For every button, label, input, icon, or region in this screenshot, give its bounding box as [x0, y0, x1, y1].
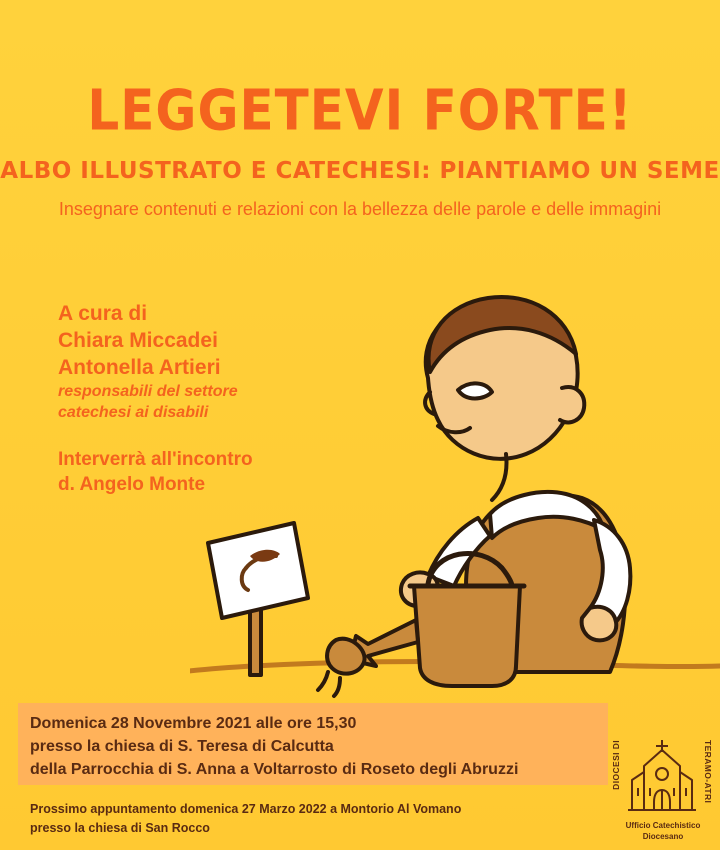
logo-right-text: TERAMO-ATRI	[703, 740, 713, 804]
event-line-2: presso la chiesa di S. Teresa di Calcutta	[30, 738, 334, 755]
credits-name-2: Antonella Artieri	[58, 356, 221, 379]
sign-board	[208, 523, 308, 618]
page-subtitle: ALBO ILLUSTRATO E CATECHESI: PIANTIAMO UN SEME	[0, 158, 720, 184]
logo-caption-2: Diocesano	[642, 832, 684, 841]
credits-name-1: Chiara Miccadei	[58, 329, 218, 352]
child-eye	[458, 383, 492, 398]
child-right-hand	[582, 607, 617, 641]
illustration-child-watering	[190, 268, 720, 708]
next-event-block	[30, 800, 600, 838]
logo-caption	[622, 820, 704, 842]
speaker-name: d. Angelo Monte	[58, 474, 206, 495]
page-tagline: Insegnare contenuti e relazioni con la bellezza delle parole e delle immagini	[58, 199, 662, 219]
logo-caption-1: Ufficio Catechistico	[625, 821, 701, 830]
credits-role-1: responsabili del settore	[58, 383, 238, 400]
credits-intro: A cura di	[58, 302, 148, 325]
logo-left-text: DIOCESI DI	[611, 740, 621, 790]
water-drop-2	[334, 678, 340, 696]
child-ear	[560, 387, 584, 422]
event-info-band	[18, 703, 608, 785]
water-drop-1	[318, 672, 328, 690]
child-neck	[492, 454, 506, 500]
watering-can-head	[327, 639, 365, 674]
event-line-3: della Parrocchia di S. Anna a Voltarrosto di Roseto degli Abruzzi	[30, 761, 519, 778]
event-line-1: Domenica 28 Novembre 2021 alle ore 15,30	[30, 715, 357, 732]
diocese-logo	[610, 736, 714, 844]
speaker-intro: Interverrà all'incontro	[58, 449, 253, 470]
credits-role-2: catechesi ai disabili	[58, 404, 209, 421]
next-event-line-2: presso la chiesa di San Rocco	[30, 821, 210, 835]
watering-can-body	[414, 586, 520, 686]
page-title: LEGGETEVI FORTE!	[87, 78, 633, 143]
next-event-line-1: Prossimo appuntamento domenica 27 Marzo 2022 a Montorio Al Vomano	[30, 802, 462, 816]
